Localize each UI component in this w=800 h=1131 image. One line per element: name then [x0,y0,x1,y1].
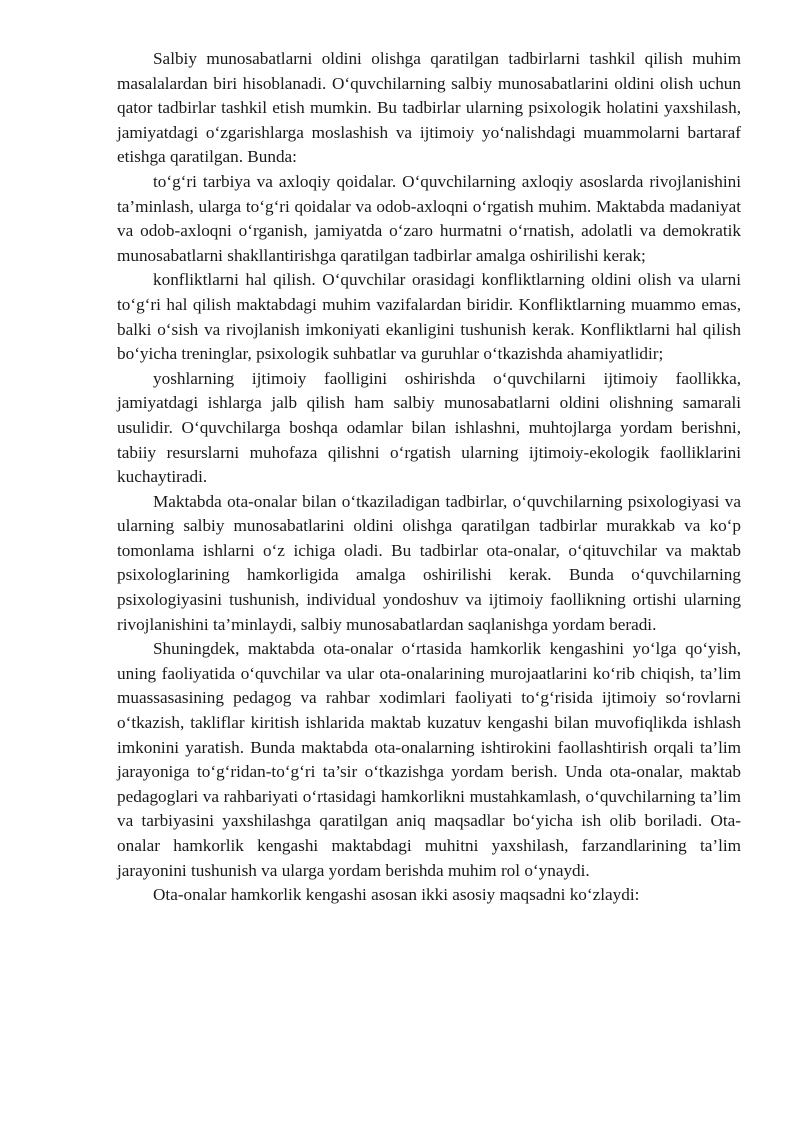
paragraph-2: to‘g‘ri tarbiya va axloqiy qoidalar. O‘quvchilarning axloqiy asoslarda rivojlanishini ta’minlash, ularga to‘g‘ri qoidalar va odob-axloqni o‘rgatish muhim. Maktabda madaniyat va odob-axloqni o‘rganish, jamiyatda o‘zaro hurmatni o‘rnatish, adolatli va demokratik munosabatlarni shakllantirishga qaratilgan tadbirlar amalga oshirilishi kerak; [117,171,741,265]
paragraph-1: Salbiy munosabatlarni oldini olishga qaratilgan tadbirlarni tashkil qilish muhim masalalardan biri hisoblanadi. O‘quvchilarning salbiy munosabatlarini oldini olish uchun qator tadbirlar tashkil etish mumkin. Bu tadbirlar ularning psixologik holatini yaxshilash, jamiyatdagi o‘zgarishlarga moslashish va ijtimoiy yo‘nalishdagi muammolarni bartaraf etishga qaratilgan. Bunda: [117,49,741,167]
paragraph-5: Maktabda ota-onalar bilan o‘tkaziladigan tadbirlar, o‘quvchilarning psixologiyasi va ularning salbiy munosabatlarini oldini olishga qaratilgan tadbirlar murakkab va ko‘p tomonlama ishlarni o‘z ichiga oladi. Bu tadbirlar ota-onalar, o‘qituvchilar va maktab psixologlarining hamkorligida amalga oshirilishi kerak. Bunda o‘quvchilarning psixologiyasini tushunish, individual yondoshuv va ijtimoiy faollikning ortishi ularning rivojlanishini ta’minlaydi, salbiy munosabatlardan saqlanishga yordam beradi. [117,491,741,634]
paragraph-3: konfliktlarni hal qilish. O‘quvchilar orasidagi konfliktlarning oldini olish va ularni to‘g‘ri hal qilish maktabdagi muhim vazifalardan biridir. Konfliktlarning muammo emas, balki o‘sish va rivojlanish imkoniyati ekanligini tushunish kerak. Konfliktlarni hal qilish bo‘yicha treninglar, psixologik suhbatlar va guruhlar o‘tkazishda ahamiyatlidir; [117,270,741,364]
paragraph-4: yoshlarning ijtimoiy faolligini oshirishda o‘quvchilarni ijtimoiy faollikka, jamiyatdagi ishlarga jalb qilish ham salbiy munosabatlarni oldini olishning samarali usulidir. O‘quvchilarga boshqa odamlar bilan ishlashni, muhtojlarga yordam berishni, tabiiy resurslarni muhofaza qilishni o‘rgatish ularning ijtimoiy-ekologik faolliklarini kuchaytiradi. [117,368,741,487]
paragraph-7: Ota-onalar hamkorlik kengashi asosan ikki asosiy maqsadni ko‘zlaydi: [153,885,640,905]
paragraph-6: Shuningdek, maktabda ota-onalar o‘rtasida hamkorlik kengashini yo‘lga qo‘yish, uning faoliyatida o‘quvchilar va ular ota-onalarining murojaatlarini ko‘rib chiqish, ta’lim muassasasining pedagog va rahbar xodimlari faoliyati to‘g‘risida ijtimoiy so‘rovlarni o‘tkazish, takliflar kiritish ishlarida maktab kuzatuv kengashi bilan muvofiqlikda ishlash imkonini yaratish. Bunda maktabda ota-onalarning ishtirokini faollashtirish orqali ta’lim jarayoniga to‘g‘ridan-to‘g‘ri ta’sir o‘tkazishga yordam berish. Unda ota-onalar, maktab pedagoglari va rahbariyati o‘rtasidagi hamkorlikni mustahkamlash, o‘quvchilarning ta’lim va tarbiyasini yaxshilashga qaratilgan aniq maqsadlar bo‘yicha ish olib boriladi. Ota-onalar hamkorlik kengashi maktabdagi muhitni yaxshilash, farzandlarining ta’lim jarayonini tushunish va ularga yordam berishda muhim rol o‘ynaydi. [117,639,741,880]
document-body [117,47,741,908]
